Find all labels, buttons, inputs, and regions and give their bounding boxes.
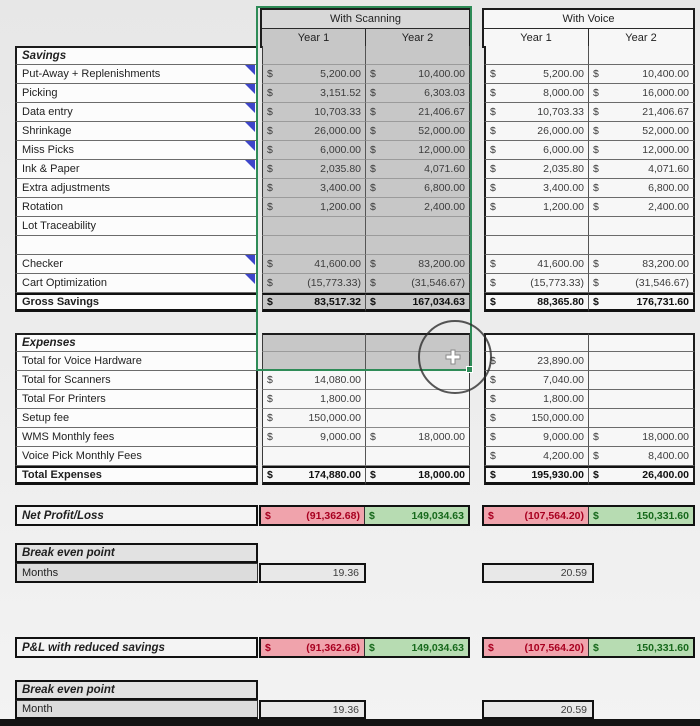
currency-symbol: $ <box>490 393 496 405</box>
currency-symbol: $ <box>490 296 496 308</box>
row-label-cell[interactable] <box>15 122 258 141</box>
row-label-cell[interactable] <box>15 447 258 466</box>
scanning-year1-cell[interactable]: $ 6,000.00 <box>262 141 366 160</box>
column-gap <box>470 409 484 428</box>
row-label-cell[interactable] <box>15 65 258 84</box>
voice-year1-cell[interactable] <box>484 46 589 65</box>
voice-year2-cell[interactable] <box>589 333 695 352</box>
row-label: Expenses <box>22 337 76 349</box>
row-label: Checker <box>22 258 63 270</box>
voice-year1-cell[interactable]: $ 195,930.00 <box>484 466 589 485</box>
row-label: Extra adjustments <box>22 182 111 194</box>
voice-year1-cell[interactable] <box>484 236 589 255</box>
voice-year1-cell[interactable]: $ 4,200.00 <box>484 447 589 466</box>
scanning-year2-cell[interactable]: $ 10,400.00 <box>366 65 470 84</box>
row-label-cell[interactable] <box>15 352 258 371</box>
row-label: Total for Scanners <box>22 374 111 386</box>
scanning-year2-cell[interactable]: $ 6,303.03 <box>366 84 470 103</box>
table-row <box>15 466 695 485</box>
row-label: Gross Savings <box>22 296 100 308</box>
row-label: Shrinkage <box>22 125 72 137</box>
currency-symbol: $ <box>267 125 273 137</box>
table-row <box>15 428 695 447</box>
pl-reduced-voice-year1[interactable]: $ (107,564.20) <box>484 639 589 656</box>
currency-symbol: $ <box>267 277 273 289</box>
voice-year1-cell[interactable]: $ 3,400.00 <box>484 179 589 198</box>
pl-reduced-scanning-year2[interactable]: $ 149,034.63 <box>365 639 468 656</box>
currency-symbol: $ <box>490 201 496 213</box>
voice-year1-cell[interactable]: $ 88,365.80 <box>484 293 589 312</box>
currency-symbol: $ <box>267 296 273 308</box>
row-label-cell[interactable] <box>15 333 258 352</box>
currency-symbol: $ <box>593 106 599 118</box>
scanning-year1-cell[interactable] <box>262 333 366 352</box>
voice-year2-cell[interactable]: $ 52,000.00 <box>589 122 695 141</box>
voice-year1-cell[interactable]: $ 9,000.00 <box>484 428 589 447</box>
voice-year1-header[interactable]: Year 1 <box>484 29 589 46</box>
voice-year2-cell[interactable]: $ 21,406.67 <box>589 103 695 122</box>
scanning-year1-cell[interactable]: $ 14,080.00 <box>262 371 366 390</box>
currency-symbol: $ <box>370 125 376 137</box>
bottom-edge-bar <box>0 719 700 726</box>
voice-year1-cell[interactable]: $ 1,200.00 <box>484 198 589 217</box>
scanning-year2-cell[interactable]: $ 167,034.63 <box>366 293 470 312</box>
row-label: Miss Picks <box>22 144 74 156</box>
scanning-year1-header[interactable]: Year 1 <box>262 29 366 46</box>
scanning-year2-header[interactable]: Year 2 <box>366 29 469 46</box>
voice-year2-cell[interactable] <box>589 46 695 65</box>
table-row <box>15 217 695 236</box>
currency-symbol: $ <box>593 201 599 213</box>
row-label-cell[interactable] <box>15 46 258 65</box>
column-gap <box>470 65 484 84</box>
column-gap <box>470 274 484 293</box>
currency-symbol: $ <box>593 431 599 443</box>
currency-symbol: $ <box>267 258 273 270</box>
voice-year2-cell[interactable]: $ 10,400.00 <box>589 65 695 84</box>
voice-year1-cell[interactable]: $ 26,000.00 <box>484 122 589 141</box>
table-row <box>15 46 695 65</box>
currency-symbol: $ <box>370 431 376 443</box>
table-row <box>15 160 695 179</box>
scanning-year1-cell[interactable]: $ 2,035.80 <box>262 160 366 179</box>
column-gap <box>470 198 484 217</box>
currency-symbol: $ <box>370 258 376 270</box>
currency-symbol: $ <box>490 163 496 175</box>
voice-year2-cell[interactable]: $ 2,400.00 <box>589 198 695 217</box>
break-even-2-title[interactable]: Break even point <box>15 680 258 700</box>
scanning-year2-cell[interactable]: $ 21,406.67 <box>366 103 470 122</box>
voice-year2-cell[interactable]: $ 4,071.60 <box>589 160 695 179</box>
scanning-year2-cell[interactable]: $ 18,000.00 <box>366 466 470 485</box>
table-row <box>15 141 695 160</box>
currency-symbol: $ <box>490 144 496 156</box>
currency-symbol: $ <box>267 68 273 80</box>
voice-year2-cell[interactable]: $ 176,731.60 <box>589 293 695 312</box>
row-label: Put-Away + Replenishments <box>22 68 161 80</box>
expenses-table <box>15 333 695 485</box>
currency-symbol: $ <box>370 87 376 99</box>
table-row <box>15 274 695 293</box>
voice-year1-cell[interactable]: $ 2,035.80 <box>484 160 589 179</box>
table-row <box>15 333 695 352</box>
break-even-voice-value[interactable]: 20.59 <box>482 563 594 583</box>
currency-symbol: $ <box>593 296 599 308</box>
pl-reduced-scanning-year1[interactable]: $ (91,362.68) <box>261 639 365 656</box>
break-even-2-row-label[interactable]: Month <box>15 700 258 719</box>
voice-year1-cell[interactable]: $ (15,773.33) <box>484 274 589 293</box>
currency-symbol: $ <box>370 296 376 308</box>
currency-symbol: $ <box>267 412 273 424</box>
voice-year1-cell[interactable]: $ 150,000.00 <box>484 409 589 428</box>
scanning-year2-cell[interactable]: $ 18,000.00 <box>366 428 470 447</box>
currency-symbol: $ <box>593 87 599 99</box>
scanning-year1-cell[interactable]: $ 3,151.52 <box>262 84 366 103</box>
column-gap <box>470 293 484 312</box>
currency-symbol: $ <box>593 182 599 194</box>
fill-handle[interactable] <box>466 366 473 373</box>
table-row <box>15 352 695 371</box>
scanning-year1-cell[interactable]: $ 9,000.00 <box>262 428 366 447</box>
currency-symbol: $ <box>267 469 273 481</box>
currency-symbol: $ <box>370 277 376 289</box>
scanning-year2-cell[interactable]: $ 83,200.00 <box>366 255 470 274</box>
scanning-year1-cell[interactable] <box>262 352 366 371</box>
row-label-cell[interactable] <box>15 179 258 198</box>
break-even-2-scanning-value[interactable]: 19.36 <box>259 700 366 719</box>
column-gap <box>470 141 484 160</box>
row-label-cell[interactable] <box>15 217 258 236</box>
column-gap <box>470 428 484 447</box>
row-label: Picking <box>22 87 58 99</box>
scanning-year1-cell[interactable]: $ 150,000.00 <box>262 409 366 428</box>
row-label: WMS Monthly fees <box>22 431 115 443</box>
currency-symbol: $ <box>593 68 599 80</box>
net-profit-voice-year2[interactable]: $ 150,331.60 <box>589 507 693 524</box>
scanning-year1-cell[interactable]: $ 10,703.33 <box>262 103 366 122</box>
net-profit-voice-year1[interactable]: $ (107,564.20) <box>484 507 589 524</box>
row-label-cell[interactable] <box>15 236 258 255</box>
scanning-year1-cell[interactable]: $ 5,200.00 <box>262 65 366 84</box>
table-row <box>15 371 695 390</box>
scanning-year2-cell[interactable] <box>366 371 470 390</box>
voice-year2-cell[interactable]: $ 12,000.00 <box>589 141 695 160</box>
currency-symbol: $ <box>267 106 273 118</box>
with-scanning-header <box>260 8 471 48</box>
net-profit-voice-values <box>482 505 695 526</box>
voice-year1-cell[interactable]: $ 1,800.00 <box>484 390 589 409</box>
voice-year1-cell[interactable]: $ 6,000.00 <box>484 141 589 160</box>
row-label-cell[interactable] <box>15 409 258 428</box>
currency-symbol: $ <box>267 87 273 99</box>
row-label-cell[interactable] <box>15 141 258 160</box>
column-gap <box>470 390 484 409</box>
scanning-year2-cell[interactable] <box>366 390 470 409</box>
break-even-2-voice-value[interactable]: 20.59 <box>482 700 594 719</box>
net-profit-label[interactable]: Net Profit/Loss <box>15 505 258 526</box>
table-row <box>15 293 695 312</box>
scanning-year1-cell[interactable] <box>262 46 366 65</box>
row-label: Total For Printers <box>22 393 106 405</box>
table-row <box>15 103 695 122</box>
currency-symbol: $ <box>490 125 496 137</box>
row-label-cell[interactable] <box>15 160 258 179</box>
scanning-year2-cell[interactable] <box>366 352 470 371</box>
row-label: Total Expenses <box>22 469 102 481</box>
row-label-cell[interactable] <box>15 274 258 293</box>
currency-symbol: $ <box>490 469 496 481</box>
voice-year1-cell[interactable]: $ 5,200.00 <box>484 65 589 84</box>
break-even-title[interactable]: Break even point <box>15 543 258 563</box>
currency-symbol: $ <box>370 106 376 118</box>
scanning-year1-cell[interactable]: $ (15,773.33) <box>262 274 366 293</box>
column-gap <box>470 122 484 141</box>
scanning-year1-cell[interactable] <box>262 217 366 236</box>
currency-symbol: $ <box>267 144 273 156</box>
column-gap <box>470 217 484 236</box>
voice-year1-cell[interactable]: $ 10,703.33 <box>484 103 589 122</box>
table-row <box>15 409 695 428</box>
row-label: Data entry <box>22 106 73 118</box>
table-row <box>15 447 695 466</box>
row-label: Ink & Paper <box>22 163 80 175</box>
currency-symbol: $ <box>490 412 496 424</box>
currency-symbol: $ <box>490 277 496 289</box>
voice-year2-cell[interactable]: $ 16,000.00 <box>589 84 695 103</box>
column-gap <box>470 160 484 179</box>
currency-symbol: $ <box>490 68 496 80</box>
currency-symbol: $ <box>267 374 273 386</box>
voice-year2-cell[interactable]: $ 8,400.00 <box>589 447 695 466</box>
scanning-year1-cell[interactable]: $ 1,200.00 <box>262 198 366 217</box>
row-label: Voice Pick Monthly Fees <box>22 450 142 462</box>
currency-symbol: $ <box>267 163 273 175</box>
row-label-cell[interactable] <box>15 371 258 390</box>
table-row <box>15 179 695 198</box>
table-row <box>15 390 695 409</box>
row-label-cell[interactable] <box>15 255 258 274</box>
net-profit-scanning-year2[interactable]: $ 149,034.63 <box>365 507 468 524</box>
currency-symbol: $ <box>593 469 599 481</box>
scanning-year1-cell[interactable]: $ 1,800.00 <box>262 390 366 409</box>
pl-reduced-voice-year2[interactable]: $ 150,331.60 <box>589 639 693 656</box>
table-row <box>15 84 695 103</box>
column-gap <box>470 179 484 198</box>
currency-symbol: $ <box>490 106 496 118</box>
scanning-year1-cell[interactable]: $ 41,600.00 <box>262 255 366 274</box>
table-row <box>15 236 695 255</box>
voice-year2-cell[interactable] <box>589 236 695 255</box>
currency-symbol: $ <box>490 374 496 386</box>
currency-symbol: $ <box>267 393 273 405</box>
table-row <box>15 198 695 217</box>
currency-symbol: $ <box>370 68 376 80</box>
scanning-year1-cell[interactable]: $ 26,000.00 <box>262 122 366 141</box>
currency-symbol: $ <box>490 355 496 367</box>
scanning-year2-cell[interactable] <box>366 447 470 466</box>
voice-year2-cell[interactable] <box>589 371 695 390</box>
voice-year2-cell[interactable]: $ 18,000.00 <box>589 428 695 447</box>
currency-symbol: $ <box>490 431 496 443</box>
currency-symbol: $ <box>370 201 376 213</box>
voice-year2-cell[interactable] <box>589 409 695 428</box>
currency-symbol: $ <box>267 182 273 194</box>
column-gap <box>470 84 484 103</box>
column-gap <box>470 466 484 485</box>
currency-symbol: $ <box>490 182 496 194</box>
voice-year1-cell[interactable]: $ 41,600.00 <box>484 255 589 274</box>
table-row <box>15 122 695 141</box>
with-scanning-title[interactable]: With Scanning <box>262 10 469 29</box>
scanning-year2-cell[interactable]: $ 2,400.00 <box>366 198 470 217</box>
voice-year1-cell[interactable]: $ 8,000.00 <box>484 84 589 103</box>
currency-symbol: $ <box>267 431 273 443</box>
currency-symbol: $ <box>490 450 496 462</box>
scanning-year2-cell[interactable] <box>366 236 470 255</box>
scanning-year1-cell[interactable] <box>262 447 366 466</box>
voice-year2-cell[interactable]: $ 26,400.00 <box>589 466 695 485</box>
net-profit-scanning-year1[interactable]: $ (91,362.68) <box>261 507 365 524</box>
row-label: Savings <box>22 50 67 62</box>
scanning-year2-cell[interactable] <box>366 333 470 352</box>
break-even-row-label[interactable]: Months <box>15 563 258 583</box>
column-gap <box>470 255 484 274</box>
scanning-year2-cell[interactable] <box>366 46 470 65</box>
currency-symbol: $ <box>593 450 599 462</box>
row-label-cell[interactable] <box>15 390 258 409</box>
voice-year1-cell[interactable]: $ 7,040.00 <box>484 371 589 390</box>
currency-symbol: $ <box>370 144 376 156</box>
scanning-year2-cell[interactable]: $ 4,071.60 <box>366 160 470 179</box>
scanning-year1-cell[interactable] <box>262 236 366 255</box>
row-label: Rotation <box>22 201 63 213</box>
voice-year2-cell[interactable] <box>589 352 695 371</box>
row-label-cell[interactable] <box>15 198 258 217</box>
pl-reduced-voice-values <box>482 637 695 658</box>
voice-year2-header[interactable]: Year 2 <box>589 29 693 46</box>
row-label: Lot Traceability <box>22 220 96 232</box>
row-label-cell[interactable] <box>15 293 258 312</box>
currency-symbol: $ <box>490 258 496 270</box>
row-label-cell[interactable] <box>15 103 258 122</box>
savings-table <box>15 46 695 312</box>
currency-symbol: $ <box>370 163 376 175</box>
scanning-year2-cell[interactable] <box>366 409 470 428</box>
currency-symbol: $ <box>593 125 599 137</box>
break-even-scanning-value[interactable]: 19.36 <box>259 563 366 583</box>
scanning-year1-cell[interactable]: $ 83,517.32 <box>262 293 366 312</box>
scanning-year2-cell[interactable]: $ 6,800.00 <box>366 179 470 198</box>
pl-reduced-label[interactable]: P&L with reduced savings <box>15 637 258 658</box>
with-voice-header <box>482 8 695 48</box>
currency-symbol: $ <box>267 201 273 213</box>
voice-year1-cell[interactable] <box>484 217 589 236</box>
voice-year1-cell[interactable] <box>484 333 589 352</box>
row-label: Total for Voice Hardware <box>22 355 142 367</box>
column-gap <box>470 333 484 352</box>
voice-year1-cell[interactable]: $ 23,890.00 <box>484 352 589 371</box>
scanning-year1-cell[interactable]: $ 174,880.00 <box>262 466 366 485</box>
currency-symbol: $ <box>370 182 376 194</box>
voice-year2-cell[interactable]: $ 6,800.00 <box>589 179 695 198</box>
scanning-year2-cell[interactable] <box>366 217 470 236</box>
currency-symbol: $ <box>593 258 599 270</box>
row-label: Setup fee <box>22 412 70 424</box>
row-label-cell[interactable] <box>15 428 258 447</box>
row-label-cell[interactable] <box>15 84 258 103</box>
scanning-year2-cell[interactable]: $ 12,000.00 <box>366 141 470 160</box>
scanning-year2-cell[interactable]: $ (31,546.67) <box>366 274 470 293</box>
net-profit-scanning-values <box>259 505 470 526</box>
voice-year2-cell[interactable]: $ (31,546.67) <box>589 274 695 293</box>
scanning-year2-cell[interactable]: $ 52,000.00 <box>366 122 470 141</box>
scanning-year1-cell[interactable]: $ 3,400.00 <box>262 179 366 198</box>
currency-symbol: $ <box>593 163 599 175</box>
table-row <box>15 65 695 84</box>
voice-year2-cell[interactable]: $ 83,200.00 <box>589 255 695 274</box>
column-gap <box>470 236 484 255</box>
column-gap <box>470 103 484 122</box>
voice-year2-cell[interactable] <box>589 217 695 236</box>
currency-symbol: $ <box>490 87 496 99</box>
column-gap <box>470 371 484 390</box>
currency-symbol: $ <box>593 277 599 289</box>
row-label-cell[interactable] <box>15 466 258 485</box>
column-gap <box>470 46 484 65</box>
pl-reduced-scanning-values <box>259 637 470 658</box>
row-label: Cart Optimization <box>22 277 107 289</box>
currency-symbol: $ <box>370 469 376 481</box>
column-gap <box>470 447 484 466</box>
table-row <box>15 255 695 274</box>
currency-symbol: $ <box>593 144 599 156</box>
voice-year2-cell[interactable] <box>589 390 695 409</box>
with-voice-title[interactable]: With Voice <box>484 10 693 29</box>
